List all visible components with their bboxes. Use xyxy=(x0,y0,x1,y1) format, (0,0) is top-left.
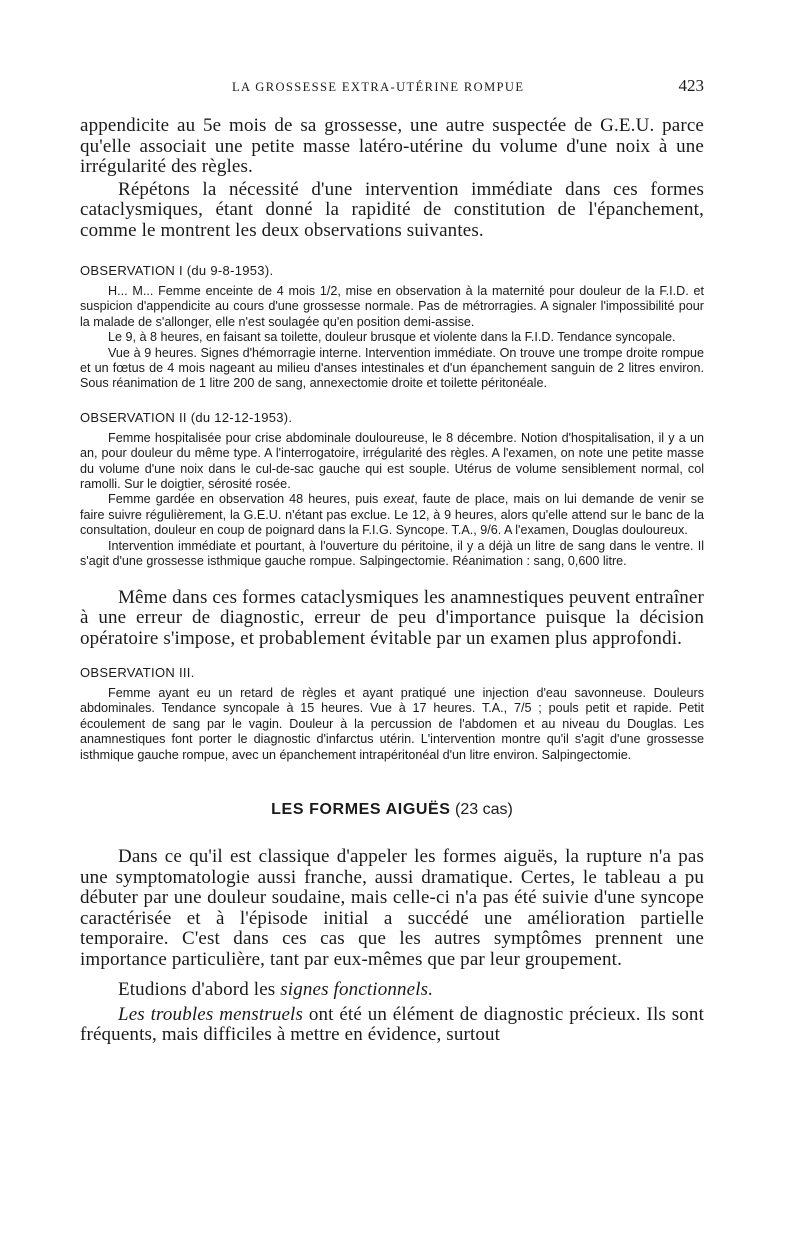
observation-2-paragraph-3: Intervention immédiate et pourtant, à l'ouverture du péritoine, il y a déjà un litre de sang dans le ventre. Il s'agit d'une grossesse isthmique gauche rompue. Salpingectomie. Réanimation : sang, 0,600 litre. xyxy=(80,538,704,569)
section-paragraph-1: Dans ce qu'il est classique d'appeler les formes aiguës, la rupture n'a pas une symptomatologie aussi franche, aussi dramatique. Certes, le tableau a pu débuter par une douleur soudaine, mais celle-ci n'a pas été suivie d'une syncope caractérisée et à l'épisode initial a succédé une amélioration partielle temporaire. C'est dans ces cas que les autres symptômes prennent une importance particulière, tant par eux-mêmes que par leur groupement. xyxy=(80,846,704,970)
middle-section xyxy=(80,588,704,650)
middle-paragraph: Même dans ces formes cataclysmiques les anamnestiques peuvent entraîner à une erreur de diagnostic, erreur de peu d'importance puisque la décision opératoire s'impose, et probablement évitable par un examen plus approfondi. xyxy=(80,586,704,649)
page xyxy=(80,74,704,1046)
observation-1-title: OBSERVATION I (du 9-8-1953). xyxy=(80,263,274,278)
observation-2-p2-before: Femme gardée en observation 48 heures, puis xyxy=(108,492,384,507)
observation-1 xyxy=(80,263,704,392)
intro-section xyxy=(80,116,704,241)
observation-1-paragraph-1: H... M... Femme enceinte de 4 mois 1/2, mise en observation à la maternité pour douleur de la F.I.D. et suspicion d'appendicite au cours d'une grossesse normale. Pas de métrorragies. A signaler l'impossibilité pour la malade de s'allonger, elle n'est soulagée qu'en position demi-assise. xyxy=(80,284,704,329)
section-body xyxy=(80,847,704,1046)
intro-paragraph-2: Répétons la nécessité d'une intervention immédiate dans ces formes cataclysmiques, étant donné la rapidité de constitution de l'épanchement, comme le montrent les deux observations suivantes. xyxy=(80,178,704,241)
observation-1-paragraph-2: Le 9, à 8 heures, en faisant sa toilette, douleur brusque et violente dans la F.I.D. Tendance syncopale. xyxy=(108,330,676,345)
section-heading-title: LES FORMES AIGUËS xyxy=(271,801,451,819)
observation-2-paragraph-2 xyxy=(80,492,704,538)
observation-2 xyxy=(80,410,704,570)
section-p3-after: ont été un élément de diagnostic précieux. Ils sont fréquents, mais difficiles à mettre en évidence, surtout xyxy=(80,1003,705,1046)
running-header xyxy=(80,74,704,100)
section-p3-emphasis: Les troubles menstruels xyxy=(118,1003,304,1025)
observation-2-p2-after: , faute de place, mais on lui demande de venir se faire suivre régulièrement, la G.E.U. n'étant pas exclue. Le 12, à 9 heures, alors qu'elle attend sur le banc de la consultation, douleur en coup de poignard dans la F.I.G. Syncope. T.A., 9/6. A l'examen, Douglas douloureux. xyxy=(80,492,705,538)
section-heading xyxy=(80,801,704,819)
running-title: LA GROSSESSE EXTRA-UTÉRINE ROMPUE xyxy=(232,80,525,94)
section-heading-count: (23 cas) xyxy=(455,801,513,819)
observation-2-title: OBSERVATION II (du 12-12-1953). xyxy=(80,409,293,425)
page-number: 423 xyxy=(678,76,704,95)
observation-2-paragraph-1: Femme hospitalisée pour crise abdominale douloureuse, le 8 décembre. Notion d'hospitalisation, il y a un an, pour douleur du même type. A l'interrogatoire, irrégularité des règles. A l'examen, on note une petite masse du volume d'une noix dans le cul-de-sac gauche qui est souple. Utérus de volume sensiblement normal, col ramolli. Sur le doigtier, sérosité rosée. xyxy=(80,430,704,492)
intro-paragraph-1: appendicite au 5e mois de sa grossesse, une autre suspectée de G.E.U. parce qu'elle associait une petite masse latéro-utérine du volume d'une noix à une irrégularité des règles. xyxy=(80,115,704,177)
observation-1-paragraph-3: Vue à 9 heures. Signes d'hémorragie interne. Intervention immédiate. On trouve une trompe droite rompue et un fœtus de 4 mois nageant au milieu d'anses intestinales et d'un épanchement sanguin de 2 litres environ. Sous réanimation de 1 litre 200 de sang, annexectomie droite et toilette péritonéale. xyxy=(80,345,704,391)
observation-3 xyxy=(80,665,704,763)
observation-3-paragraph-1: Femme ayant eu un retard de règles et ayant pratiqué une injection d'eau savonneuse. Douleurs abdominales. Tendance syncopale à 15 heures. Vue à 17 heures. T.A., 7/5 ; pouls petit et rapide. Petit écoulement de sang par le vagin. Douleur à la percussion de l'abdomen et au niveau du Douglas. Les anamnestiques font porter le diagnostic d'infarctus utérin. L'intervention montre qu'il s'agit d'une grossesse isthmique gauche rompue, avec un épanchement intrapéritonéal d'un litre environ. Salpingectomie. xyxy=(80,686,704,762)
section-paragraph-2 xyxy=(80,980,704,1001)
observation-2-p2-emphasis: exeat xyxy=(383,492,415,507)
section-p2-before: Etudions d'abord les xyxy=(118,979,281,1001)
observation-3-title: OBSERVATION III. xyxy=(80,665,195,680)
section-p2-emphasis: signes fonctionnels. xyxy=(280,979,434,1001)
section-paragraph-3 xyxy=(80,1005,704,1046)
